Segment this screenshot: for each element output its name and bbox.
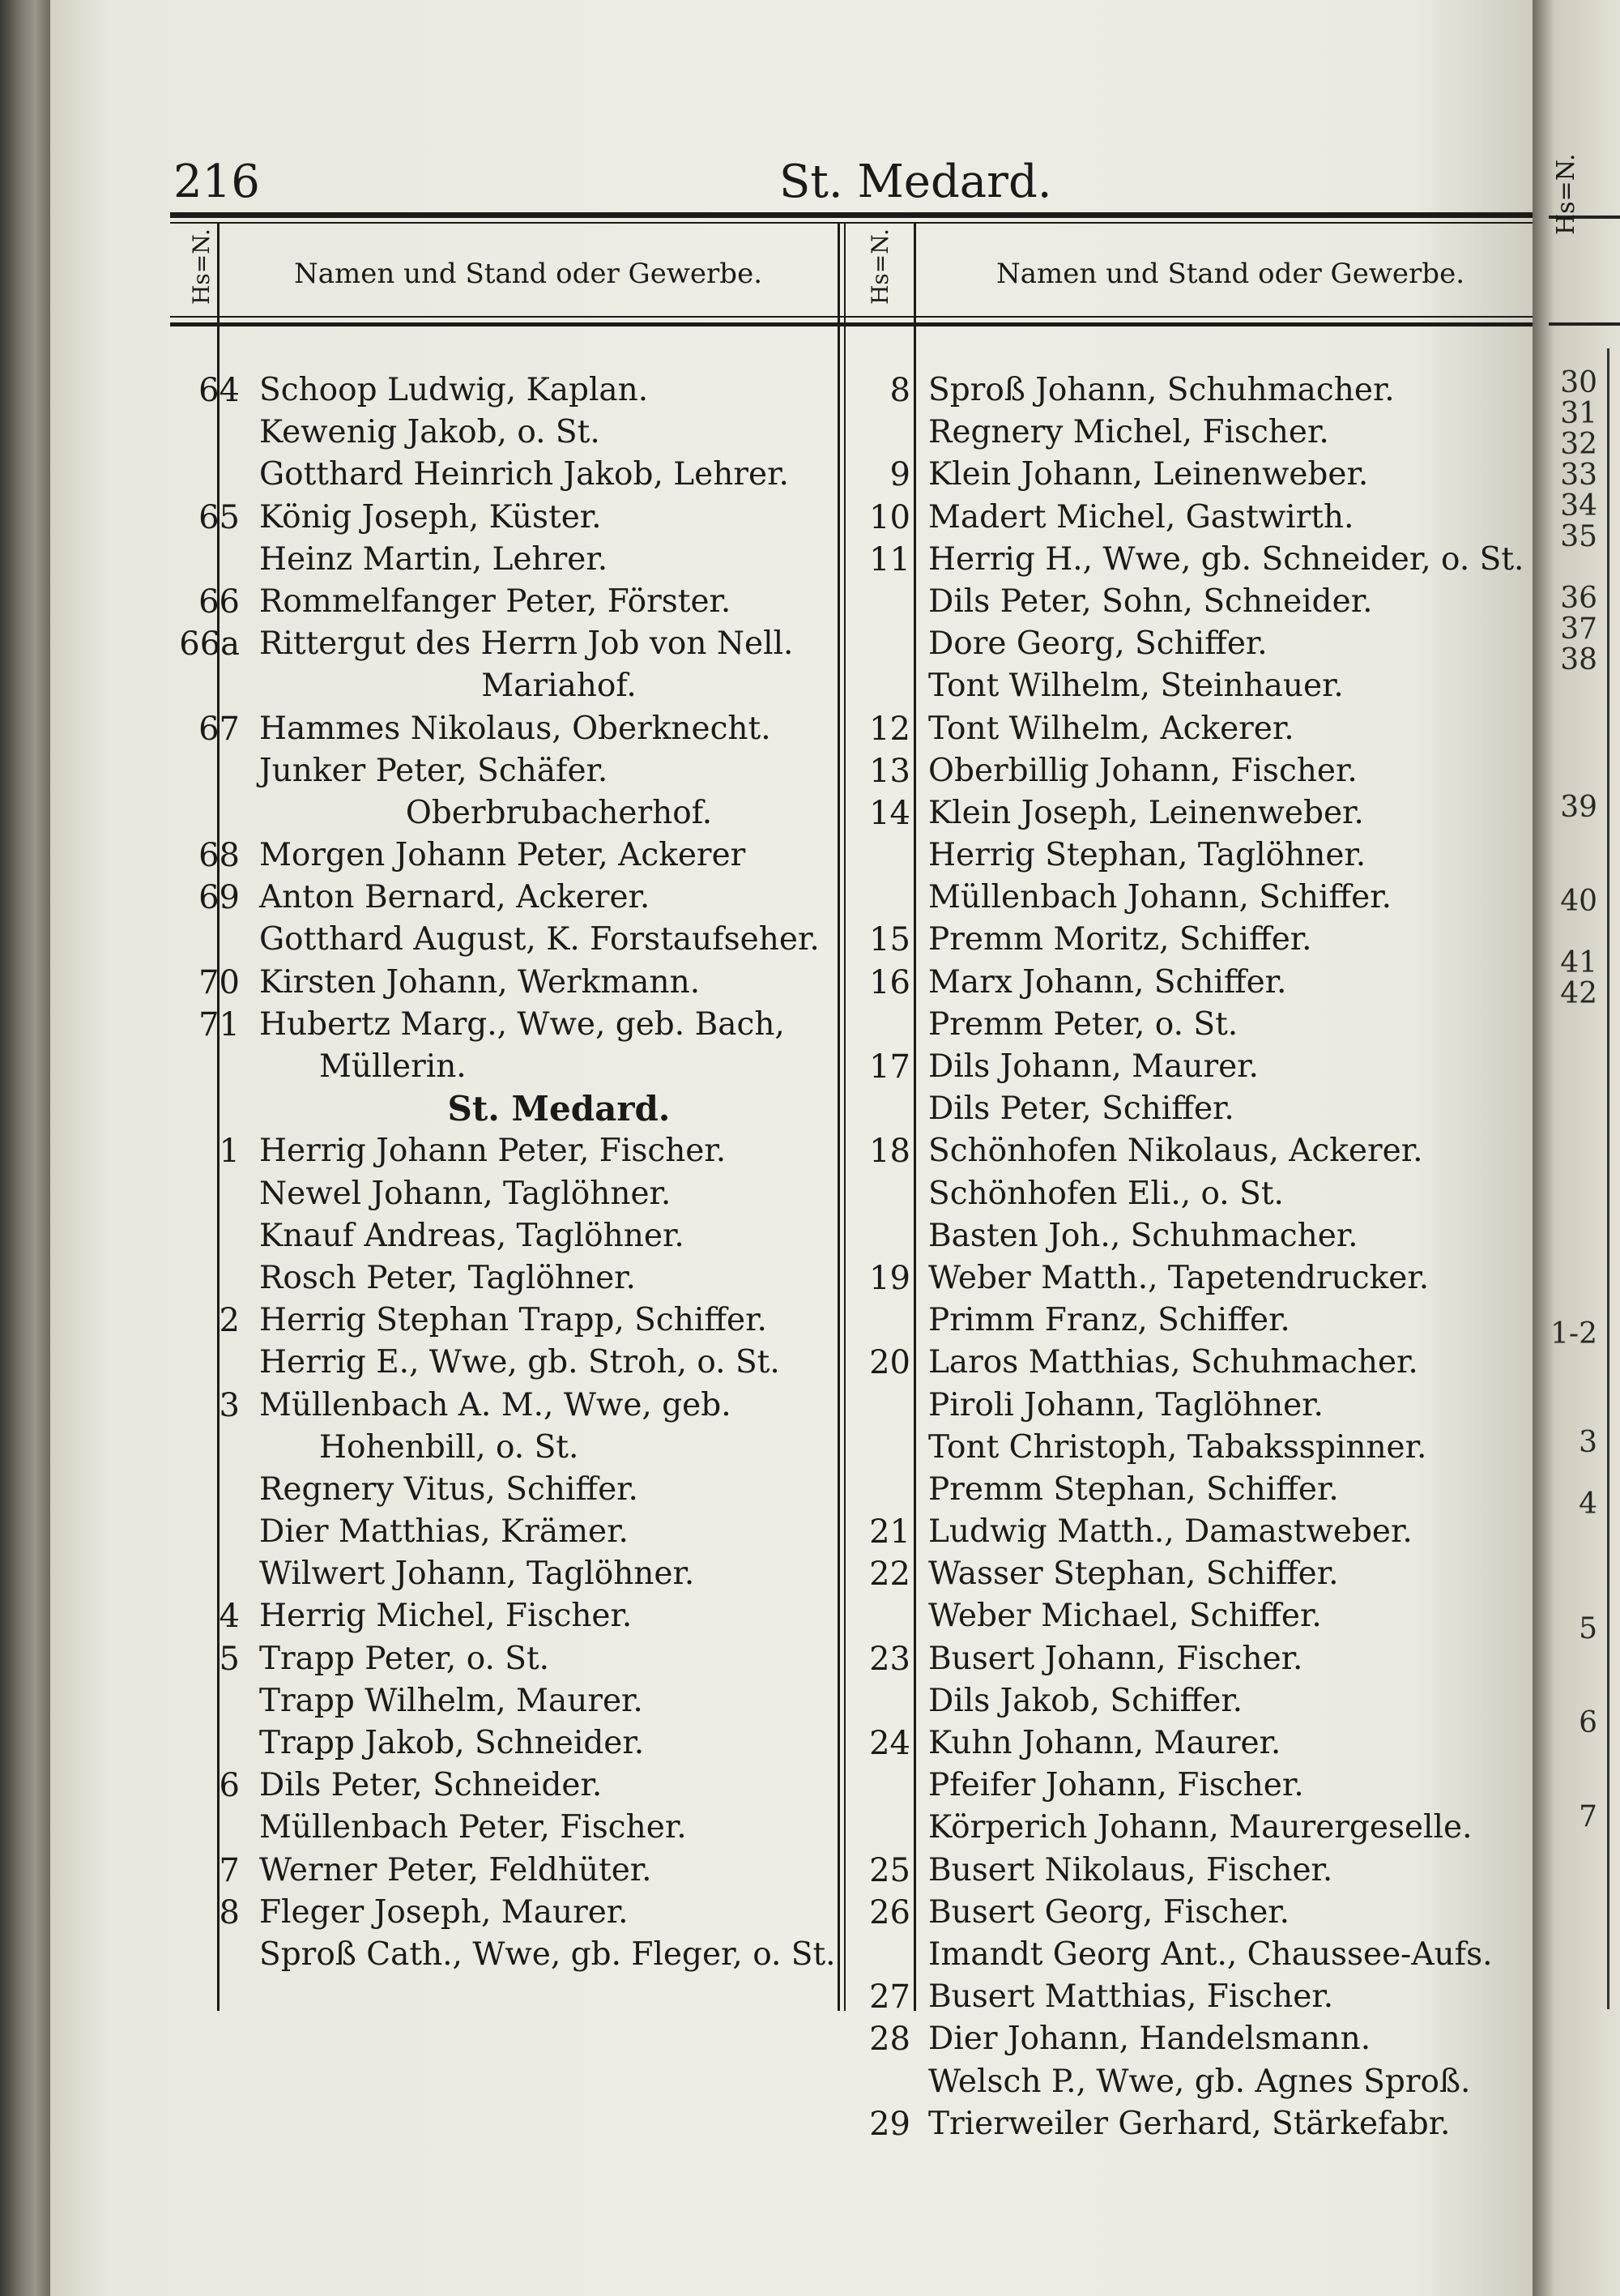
resident-entry: Laros Matthias, Schuhmacher. — [928, 1344, 1418, 1381]
resident-entry: Rommelfanger Peter, Förster. — [259, 583, 731, 620]
adjacent-house-number: 32 — [1560, 428, 1597, 461]
resident-entry: Herrig E., Wwe, gb. Stroh, o. St. — [259, 1344, 780, 1381]
resident-entry: Hohenbill, o. St. — [319, 1428, 579, 1466]
table-row — [849, 665, 1537, 707]
table-row — [139, 1257, 836, 1300]
table-row — [849, 1934, 1537, 1976]
house-number: 24 — [869, 1725, 910, 1762]
adjacent-house-number: 37 — [1560, 612, 1597, 646]
house-number: 28 — [869, 2021, 910, 2059]
table-row — [849, 1342, 1537, 1384]
section-heading: St. Medard. — [447, 1089, 671, 1129]
table-row — [139, 1046, 836, 1088]
table-row — [849, 750, 1537, 792]
section-heading: Oberbrubacherhof. — [405, 794, 713, 831]
table-row — [849, 581, 1537, 623]
header-rule-thin — [170, 316, 1549, 318]
table-row — [849, 877, 1537, 919]
book-page — [50, 0, 1533, 2296]
table-row — [139, 665, 836, 707]
table-row — [849, 1046, 1537, 1088]
table-row — [139, 1004, 836, 1046]
resident-entry: Newel Johann, Taglöhner. — [259, 1175, 671, 1212]
resident-entry: Premm Moritz, Schiffer. — [928, 921, 1312, 958]
house-number: 15 — [869, 921, 910, 959]
table-row — [849, 1130, 1537, 1172]
table-row — [139, 1130, 836, 1172]
resident-entry: Trapp Jakob, Schneider. — [259, 1725, 645, 1761]
book-spine — [0, 0, 50, 2296]
house-number: 66 — [198, 583, 240, 621]
resident-entry: Busert Johann, Fischer. — [928, 1640, 1303, 1677]
house-number: 12 — [869, 710, 910, 748]
house-number: 69 — [198, 879, 240, 917]
adjacent-house-number: 1-2 — [1550, 1317, 1597, 1351]
table-row — [849, 1553, 1537, 1595]
adjacent-house-number: 33 — [1560, 459, 1597, 492]
resident-entry: Trapp Wilhelm, Maurer. — [259, 1682, 643, 1719]
house-number: 8 — [219, 1893, 240, 1931]
table-row — [139, 1722, 836, 1765]
table-row — [139, 1595, 836, 1637]
table-row — [139, 1892, 836, 1934]
resident-entry: Busert Georg, Fischer. — [928, 1893, 1290, 1931]
resident-entry: Weber Matth., Tapetendrucker. — [928, 1259, 1430, 1296]
resident-entry: Rittergut des Herrn Job von Nell. — [259, 625, 794, 663]
resident-entry: Hubertz Marg., Wwe, geb. Bach, — [259, 1005, 785, 1043]
resident-entry: Kuhn Johann, Maurer. — [928, 1725, 1281, 1761]
resident-entry: Sproß Johann, Schuhmacher. — [928, 372, 1395, 408]
resident-entry: Müllenbach A. M., Wwe, geb. — [259, 1386, 731, 1423]
adjacent-house-number: 39 — [1560, 791, 1597, 824]
house-number: 64 — [198, 372, 240, 409]
table-row — [849, 1680, 1537, 1722]
house-number: 71 — [198, 1005, 240, 1043]
house-number: 16 — [869, 963, 910, 1001]
resident-entry: Primm Franz, Schiffer. — [928, 1302, 1290, 1339]
table-row — [139, 1511, 836, 1553]
resident-entry: Herrig Michel, Fischer. — [259, 1598, 633, 1635]
house-number: 70 — [198, 963, 240, 1001]
table-row — [849, 497, 1537, 539]
house-number: 21 — [869, 1513, 910, 1551]
adjacent-house-number: 3 — [1579, 1426, 1597, 1459]
adjacent-house-number: 40 — [1560, 885, 1597, 918]
table-row — [849, 2103, 1537, 2145]
table-row — [139, 1173, 836, 1215]
table-row — [139, 1469, 836, 1511]
house-number: 67 — [198, 710, 240, 748]
house-number: 20 — [869, 1344, 910, 1382]
table-row — [139, 1934, 836, 1976]
adjacent-house-number: 4 — [1579, 1487, 1597, 1521]
table-row — [139, 1385, 836, 1427]
house-number: 26 — [869, 1893, 910, 1931]
left-column — [139, 369, 836, 1976]
table-row — [139, 792, 836, 834]
table-row — [849, 623, 1537, 665]
table-row — [139, 1765, 836, 1807]
resident-entry: Dils Peter, Sohn, Schneider. — [928, 583, 1373, 620]
table-row — [849, 1807, 1537, 1849]
resident-entry: Dils Jakob, Schiffer. — [928, 1682, 1243, 1719]
table-row — [139, 962, 836, 1004]
house-number: 14 — [869, 794, 910, 832]
adjacent-house-number: 5 — [1579, 1612, 1597, 1645]
table-row — [139, 454, 836, 496]
resident-entry: Gotthard August, K. Forstaufseher. — [259, 921, 820, 958]
resident-entry: Schönhofen Eli., o. St. — [928, 1175, 1284, 1212]
table-row — [849, 834, 1537, 877]
resident-entry: Klein Johann, Leinenweber. — [928, 456, 1369, 493]
resident-entry: Fleger Joseph, Maurer. — [259, 1893, 629, 1931]
resident-entry: Piroli Johann, Taglöhner. — [928, 1386, 1324, 1423]
adjacent-page-edge — [1533, 0, 1620, 2296]
table-row — [849, 1215, 1537, 1257]
resident-entry: Schoop Ludwig, Kaplan. — [259, 372, 649, 408]
adjacent-header-rule — [1549, 322, 1620, 326]
resident-entry: Wilwert Johann, Taglöhner. — [259, 1556, 695, 1593]
house-number: 13 — [869, 752, 910, 790]
resident-entry: Weber Michael, Schiffer. — [928, 1598, 1322, 1635]
resident-entry: Dier Matthias, Krämer. — [259, 1513, 629, 1551]
table-row — [139, 539, 836, 581]
resident-entry: Körperich Johann, Maurergeselle. — [928, 1809, 1473, 1846]
resident-entry: Tont Christoph, Tabaksspinner. — [928, 1428, 1427, 1466]
table-row — [139, 1342, 836, 1384]
table-row — [849, 1765, 1537, 1807]
resident-entry: Hammes Nikolaus, Oberknecht. — [259, 710, 771, 747]
resident-entry: Premm Stephan, Schiffer. — [928, 1470, 1339, 1508]
resident-entry: Gotthard Heinrich Jakob, Lehrer. — [259, 456, 789, 493]
resident-entry: Klein Joseph, Leinenweber. — [928, 794, 1364, 831]
table-row — [139, 1300, 836, 1342]
resident-entry: Anton Bernard, Ackerer. — [259, 879, 650, 916]
table-row — [849, 1892, 1537, 1934]
resident-entry: Pfeifer Johann, Fischer. — [928, 1767, 1304, 1804]
house-number: 9 — [889, 456, 910, 494]
table-row — [849, 962, 1537, 1004]
table-row — [139, 919, 836, 961]
resident-entry: Wasser Stephan, Schiffer. — [928, 1556, 1339, 1593]
resident-entry: Werner Peter, Feldhüter. — [259, 1851, 652, 1888]
table-row — [849, 1469, 1537, 1511]
resident-entry: Dils Peter, Schneider. — [259, 1767, 603, 1804]
right-number-header: Hs=N. — [867, 228, 893, 305]
table-row — [139, 1850, 836, 1892]
adjacent-house-number: 34 — [1560, 489, 1597, 523]
resident-entry: Trapp Peter, o. St. — [259, 1640, 550, 1677]
table-row — [849, 1173, 1537, 1215]
table-row — [139, 623, 836, 665]
table-row — [849, 1976, 1537, 2018]
resident-entry: Imandt Georg Ant., Chaussee-Aufs. — [928, 1935, 1493, 1973]
table-row — [139, 1553, 836, 1595]
resident-entry: Dils Johann, Maurer. — [928, 1048, 1259, 1085]
table-row — [139, 1680, 836, 1722]
house-number: 23 — [869, 1640, 910, 1678]
table-row — [139, 581, 836, 623]
resident-entry: Heinz Martin, Lehrer. — [259, 540, 608, 578]
table-row — [849, 792, 1537, 834]
table-row — [849, 2061, 1537, 2103]
resident-entry: Kewenig Jakob, o. St. — [259, 414, 600, 451]
resident-entry: Busert Matthias, Fischer. — [928, 1978, 1334, 2016]
resident-entry: Junker Peter, Schäfer. — [259, 752, 608, 789]
resident-entry: Dier Johann, Handelsmann. — [928, 2021, 1371, 2058]
right-name-header: Namen und Stand oder Gewerbe. — [995, 258, 1465, 290]
adjacent-house-number: 36 — [1560, 582, 1597, 615]
table-row — [139, 497, 836, 539]
resident-entry: Müllenbach Peter, Fischer. — [259, 1809, 687, 1846]
resident-entry: Rosch Peter, Taglöhner. — [259, 1259, 636, 1296]
table-row — [849, 1385, 1537, 1427]
resident-entry: Busert Nikolaus, Fischer. — [928, 1851, 1333, 1888]
table-row — [849, 1004, 1537, 1046]
resident-entry: Welsch P., Wwe, gb. Agnes Sproß. — [928, 2063, 1471, 2100]
table-row — [139, 834, 836, 877]
adjacent-house-number: 7 — [1579, 1800, 1597, 1833]
adjacent-house-number: 35 — [1560, 520, 1597, 553]
table-row — [139, 369, 836, 412]
table-row — [139, 412, 836, 454]
resident-entry: Ludwig Matth., Damastweber. — [928, 1513, 1413, 1551]
table-row — [849, 1595, 1537, 1637]
resident-entry: Dils Peter, Schiffer. — [928, 1090, 1234, 1128]
table-row — [849, 369, 1537, 412]
left-name-header: Namen und Stand oder Gewerbe. — [293, 258, 763, 290]
resident-entry: Tont Wilhelm, Ackerer. — [928, 710, 1294, 747]
resident-entry: Knauf Andreas, Taglöhner. — [259, 1217, 684, 1254]
adjacent-house-number: 30 — [1560, 366, 1597, 399]
top-rule-thin — [170, 222, 1549, 224]
house-number: 6 — [219, 1767, 240, 1805]
table-row — [849, 1088, 1537, 1130]
resident-entry: Regnery Vitus, Schiffer. — [259, 1470, 638, 1508]
resident-entry: König Joseph, Küster. — [259, 498, 602, 536]
resident-entry: Kirsten Johann, Werkmann. — [259, 963, 701, 1001]
table-row — [849, 539, 1537, 581]
table-row — [849, 1850, 1537, 1892]
house-number: 22 — [869, 1556, 910, 1594]
resident-entry: Trierweiler Gerhard, Stärkefabr. — [928, 2105, 1451, 2142]
resident-entry: Schönhofen Nikolaus, Ackerer. — [928, 1133, 1423, 1170]
table-row — [849, 1300, 1537, 1342]
house-number: 2 — [219, 1302, 240, 1340]
resident-entry: Marx Johann, Schiffer. — [928, 963, 1287, 1001]
table-row — [139, 708, 836, 750]
table-row — [849, 919, 1537, 961]
house-number: 1 — [219, 1133, 240, 1171]
house-number: 18 — [869, 1133, 910, 1171]
house-number: 7 — [219, 1851, 240, 1889]
table-row — [849, 708, 1537, 750]
table-row — [849, 2018, 1537, 2060]
table-row — [139, 1088, 836, 1130]
table-row — [139, 1638, 836, 1680]
house-number: 27 — [869, 1978, 910, 2016]
table-row — [849, 1722, 1537, 1765]
resident-entry: Müllenbach Johann, Schiffer. — [928, 879, 1392, 916]
resident-entry: Herrig Stephan Trapp, Schiffer. — [259, 1302, 767, 1339]
running-head: St. Medard. — [779, 156, 1052, 208]
house-number: 68 — [198, 837, 240, 875]
resident-entry: Herrig Johann Peter, Fischer. — [259, 1133, 727, 1170]
table-row — [849, 1511, 1537, 1553]
adjacent-house-number: 38 — [1560, 643, 1597, 676]
resident-entry: Madert Michel, Gastwirth. — [928, 498, 1354, 536]
house-number: 5 — [219, 1640, 240, 1678]
table-row — [849, 1257, 1537, 1300]
house-number: 19 — [869, 1259, 910, 1297]
section-heading: Mariahof. — [481, 668, 637, 705]
top-rule-thick — [170, 212, 1549, 218]
table-row — [139, 1215, 836, 1257]
resident-entry: Regnery Michel, Fischer. — [928, 414, 1329, 451]
resident-entry: Herrig H., Wwe, gb. Schneider, o. St. — [928, 540, 1524, 578]
adjacent-number-header: Hs=N. — [1552, 153, 1580, 235]
resident-entry: Oberbillig Johann, Fischer. — [928, 752, 1358, 789]
house-number: 4 — [219, 1598, 240, 1636]
table-row — [139, 1807, 836, 1849]
house-number: 11 — [869, 540, 910, 578]
resident-entry: Tont Wilhelm, Steinhauer. — [928, 668, 1344, 705]
adjacent-house-number: 31 — [1560, 397, 1597, 430]
resident-entry: Basten Joh., Schuhmacher. — [928, 1217, 1358, 1254]
resident-entry: Premm Peter, o. St. — [928, 1005, 1238, 1043]
resident-entry: Herrig Stephan, Taglöhner. — [928, 837, 1366, 874]
house-number: 17 — [869, 1048, 910, 1086]
table-row — [849, 412, 1537, 454]
table-row — [849, 454, 1537, 496]
house-number: 65 — [198, 498, 240, 536]
house-number: 25 — [869, 1851, 910, 1889]
house-number: 8 — [889, 372, 910, 409]
house-number: 66a — [179, 625, 240, 664]
resident-entry: Müllerin. — [319, 1048, 467, 1085]
table-row — [139, 1427, 836, 1469]
house-number: 3 — [219, 1386, 240, 1424]
adjacent-house-number: 42 — [1560, 977, 1597, 1010]
resident-entry: Sproß Cath., Wwe, gb. Fleger, o. St. — [259, 1935, 836, 1973]
table-row — [139, 877, 836, 919]
resident-entry: Dore Georg, Schiffer. — [928, 625, 1268, 663]
house-number: 29 — [869, 2105, 910, 2143]
adjacent-house-number: 41 — [1560, 946, 1597, 979]
resident-entry: Morgen Johann Peter, Ackerer — [259, 837, 746, 874]
adjacent-house-number: 6 — [1579, 1706, 1597, 1739]
page-number: 216 — [173, 156, 260, 208]
table-row — [139, 750, 836, 792]
left-number-header: Hs=N. — [188, 228, 215, 305]
right-column — [849, 369, 1537, 2145]
table-row — [849, 1427, 1537, 1469]
adjacent-divider — [1607, 348, 1609, 2009]
table-row — [849, 1638, 1537, 1680]
header-rule-thick — [170, 322, 1549, 326]
house-number: 10 — [869, 498, 910, 536]
